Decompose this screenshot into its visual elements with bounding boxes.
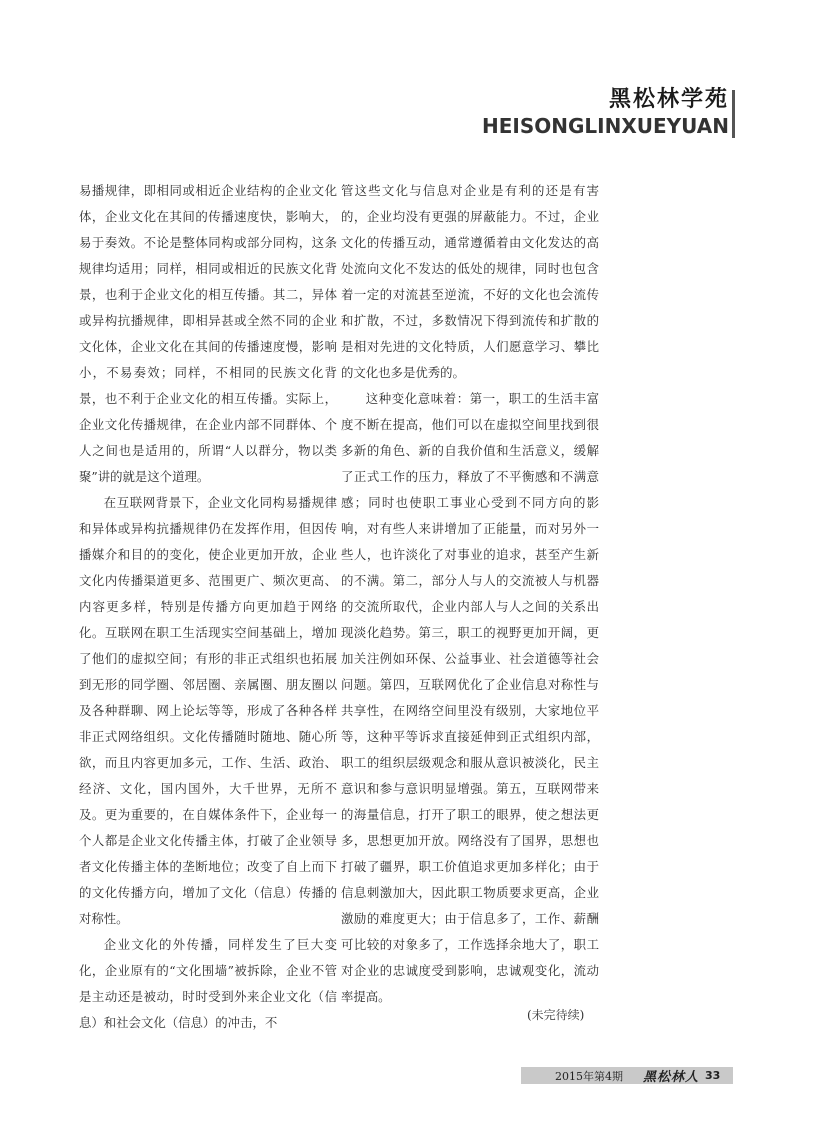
issue-label: 2015年第4期 xyxy=(555,1069,623,1083)
magazine-logo: 黑松林人 xyxy=(643,1070,700,1085)
section-title: 黑松林学苑 xyxy=(608,87,729,112)
page-footer xyxy=(521,1067,733,1084)
section-subtitle: HEISONGLINXUEYUAN xyxy=(482,114,729,138)
paragraph: 这种变化意味着：第一，职工的生活丰富度不断在提高，他们可以在虚拟空间里找到很多新的角色、新的自我价值和生活意义，缓解了正式工作的压力，释放了不平衡感和不满意感；同时也使职工事业心受到不同方向的影响，对有些人来讲增加了正能量，而对另外一些人，也许淡化了对事业的追求，甚至产生新的不满。第二，部分人与人的交流被人与机器的交流所取代，企业内部人与人之间的关系出现淡化趋势。第三，职工的视野更加开阔，更加关注例如环保、公益事业、社会道德等社会问题。第四，互联网优化了企业信息对称性与共享性，在网络空间里没有级别，大家地位平等，这种平等诉求直接延伸到正式组织内部，职工的组织层级观念和服从意识被淡化，民主意识和参与意识明显增强。第五，互联网带来的海量信息，打开了职工的眼界，使之想法更多，思想更加开放。网络没有了国界，思想也打破了疆界，职工价值追求更加多样化；由于信息刺激加大，因此职工物质要求更高，企业激励的难度更大；由于信息多了，工作、薪酬可比较的对象多了，工作选择余地大了，职工对企业的忠诚度受到影响，忠诚观变化，流动率提高。 xyxy=(341,391,599,1004)
to-be-continued-note: (未完待续) xyxy=(527,1008,585,1022)
left-column xyxy=(79,178,337,1036)
paragraph: 企业文化的外传播，同样发生了巨大变化，企业原有的“文化围墙”被拆除，企业不管是主动还是被动，时时受到外来企业文化（信息）和社会文化（信息）的冲击，不 xyxy=(79,937,337,1030)
right-column xyxy=(341,178,599,1010)
paragraph: 管这些文化与信息对企业是有利的还是有害的，企业均没有更强的屏蔽能力。不过，企业文化的传播互动，通常遵循着由文化发达的高处流向文化不发达的低处的规律，同时也包含着一定的对流甚至逆流，不好的文化也会流传和扩散，不过，多数情况下得到流传和扩散的是相对先进的文化特质，人们愿意学习、攀比的文化也多是优秀的。 xyxy=(341,183,599,380)
header-divider xyxy=(732,90,735,138)
page-number: 33 xyxy=(705,1069,721,1082)
section-header xyxy=(482,86,729,138)
paragraph: 易播规律，即相同或相近企业结构的企业文化体，企业文化在其间的传播速度快，影响大，易于奏效。不论是整体同构或部分同构，这条规律均适用；同样，相同或相近的民族文化背景，也利于企业文化的相互传播。其二，异体或异构抗播规律，即相异甚或全然不同的企业文化体，企业文化在其间的传播速度慢，影响小，不易奏效；同样，不相同的民族文化背景，也不利于企业文化的相互传播。实际上，企业文化传播规律，在企业内部不同群体、个人之间也是适用的，所谓“人以群分，物以类聚”讲的就是这个道理。 xyxy=(79,183,337,484)
paragraph: 在互联网背景下，企业文化同构易播规律和异体或异构抗播规律仍在发挥作用，但因传播媒介和目的的变化，使企业更加开放，企业文化内传播渠道更多、范围更广、频次更高、内容更多样，特别是传播方向更加趋于网络化。互联网在职工生活现实空间基础上，增加了他们的虚拟空间；有形的非正式组织也拓展到无形的同学圈、邻居圈、亲属圈、朋友圈以及各种群聊、网上论坛等等，形成了各种各样非正式网络组织。文化传播随时随地、随心所欲，而且内容更加多元，工作、生活、政治、经济、文化，国内国外，大千世界，无所不及。更为重要的，在自媒体条件下，企业每一个人都是企业文化传播主体，打破了企业领导者文化传播主体的垄断地位；改变了自上而下的文化传播方向，增加了文化（信息）传播的对称性。 xyxy=(79,495,337,926)
